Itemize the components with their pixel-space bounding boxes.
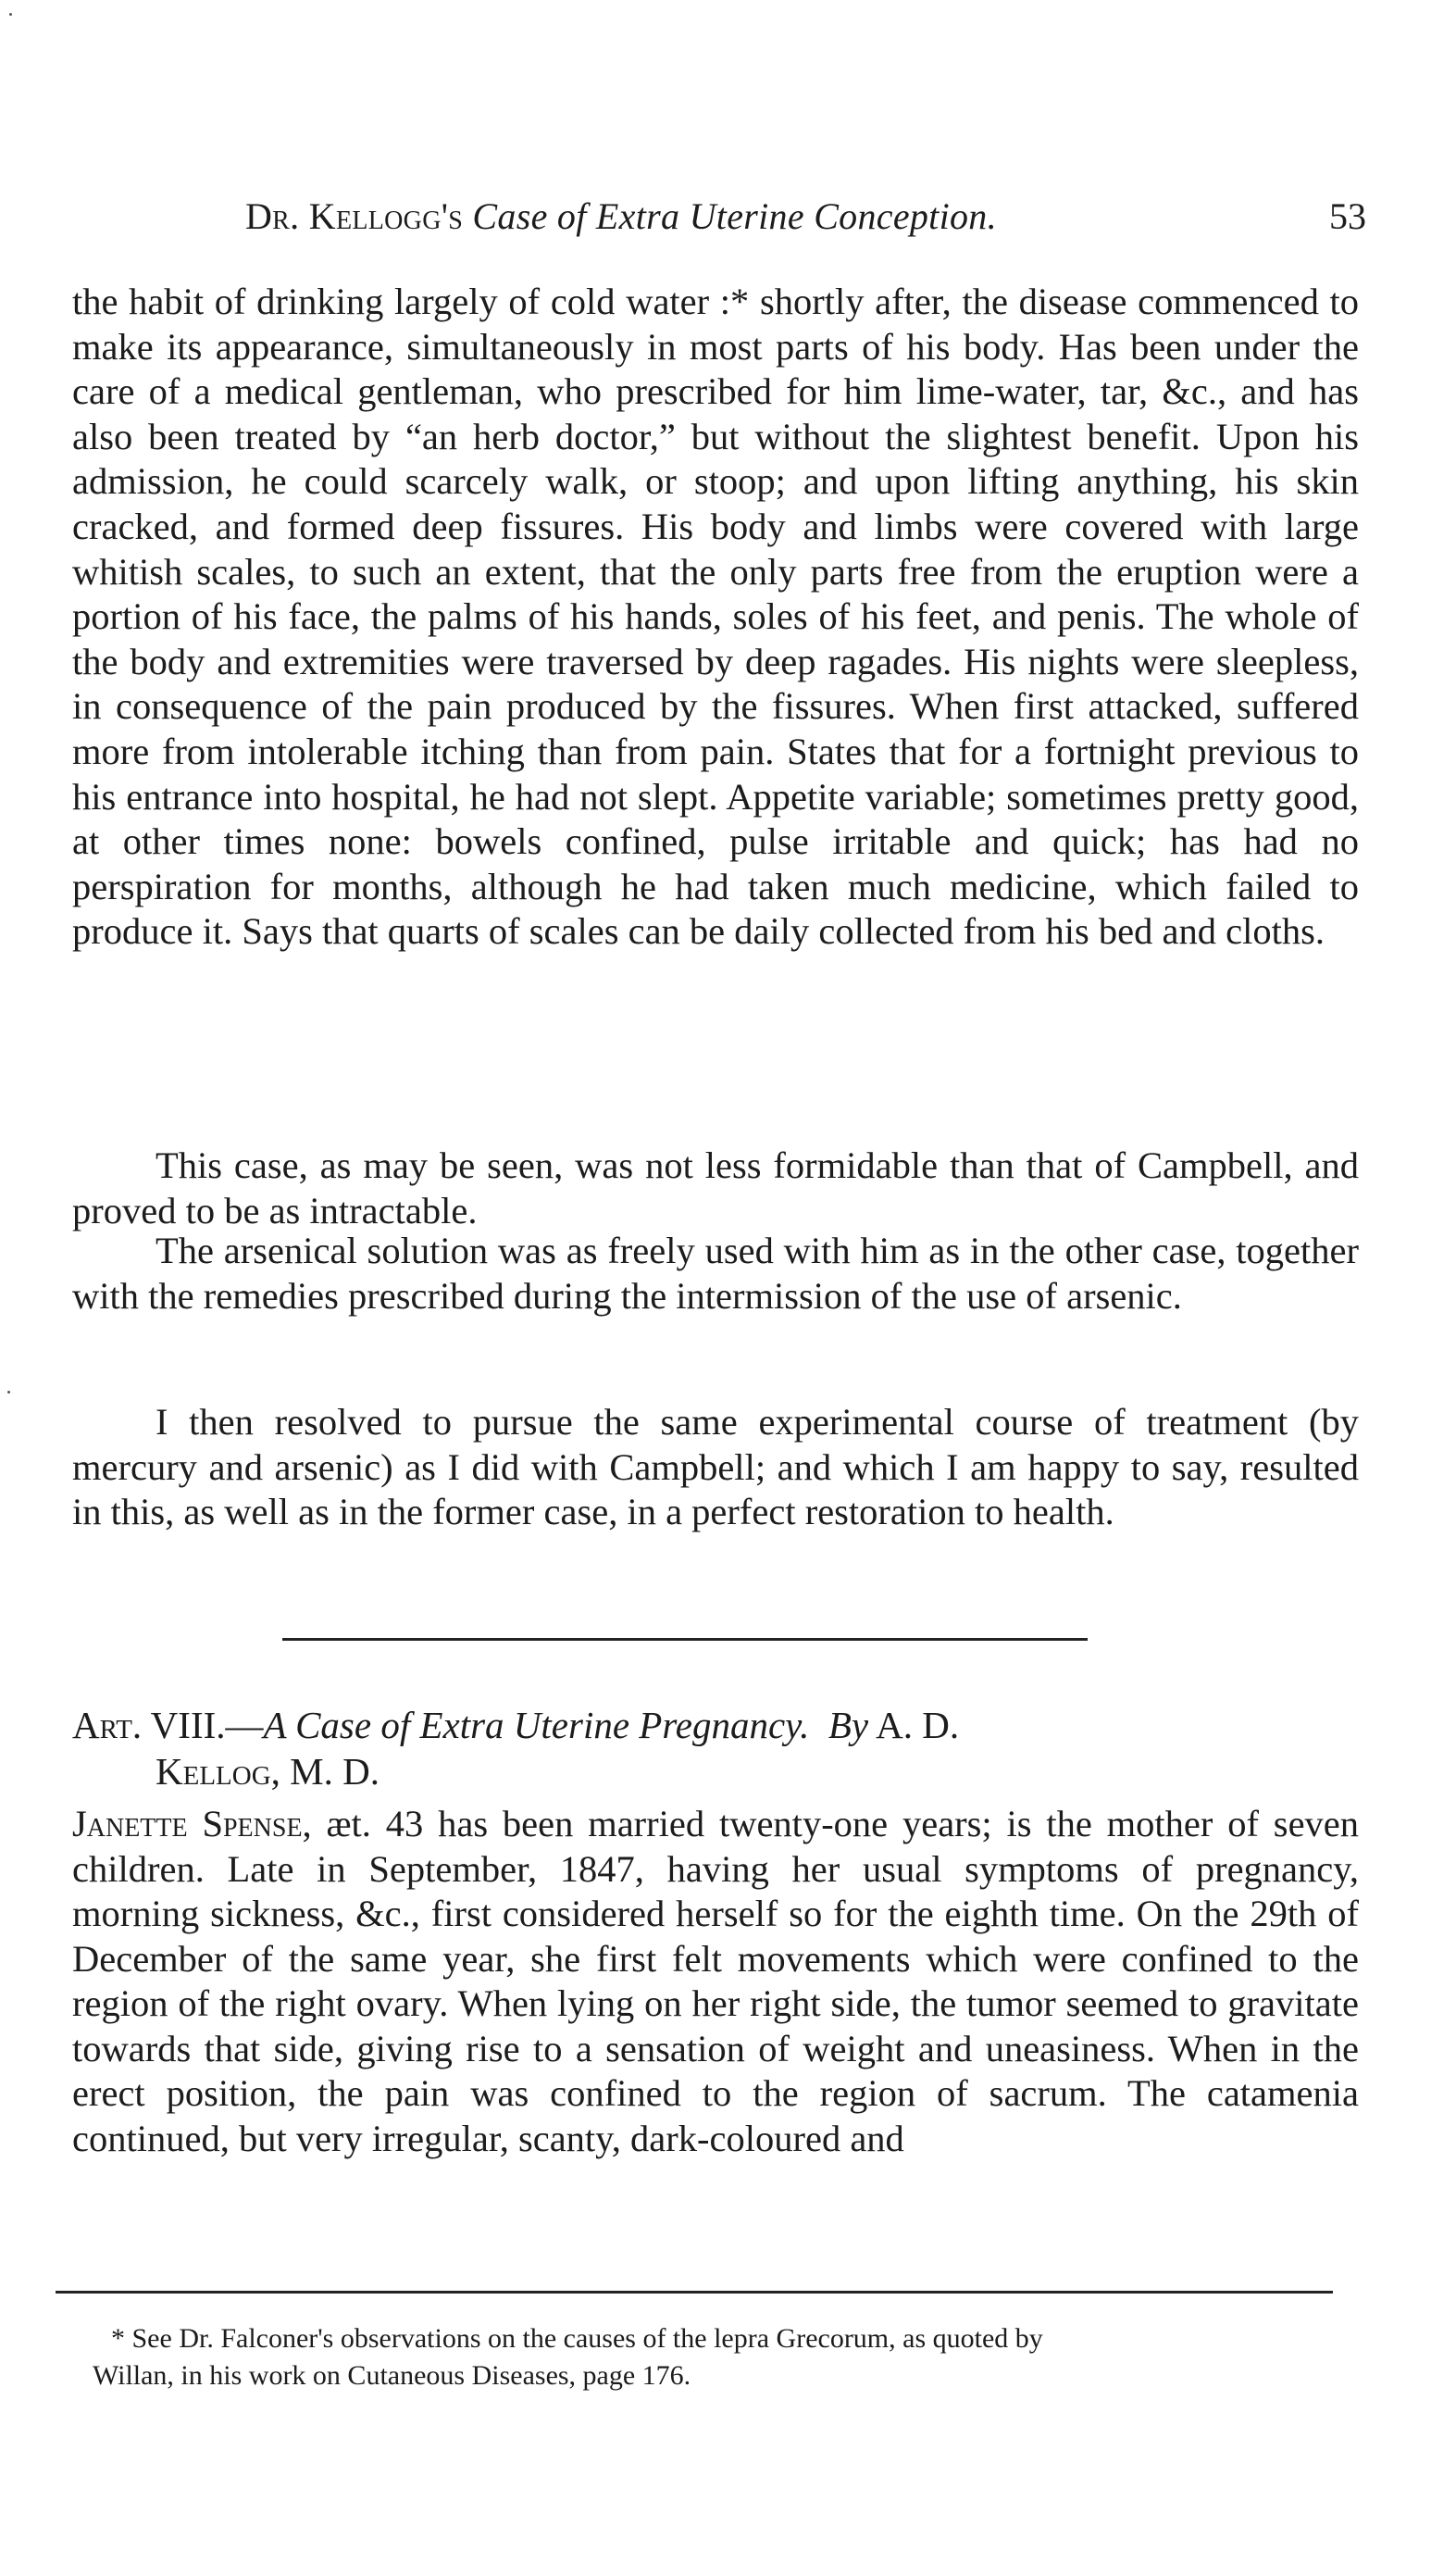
article-author-surname: Kellog, bbox=[156, 1750, 280, 1793]
article-by: By bbox=[828, 1704, 869, 1746]
article-heading-line-2 bbox=[72, 1748, 1359, 1794]
paragraph-text: I then resolved to pursue the same experimental course of treatment (by mercury and arsenic) as I did with Campbell; and which I am happy to say, resulted in this, as well as in the former case, in a perfect restoration to health. bbox=[72, 1401, 1359, 1533]
running-header bbox=[245, 194, 1366, 246]
running-author: Dr. Kellogg's bbox=[245, 195, 464, 237]
paragraph-treatment-result bbox=[72, 1400, 1359, 1535]
article-number: Art. VIII.— bbox=[72, 1704, 264, 1746]
article-body-text: æt. 43 has been married twenty-one years; is the mother of seven children. Late in September, 1847, having her usual symptoms of pregnancy, morning sickness, &c., first considered herself so for the eighth time. On the 29th of December of the same year, she first felt movements which were confined to the region of the right ovary. When lying on her right side, the tumor seemed to gravitate towards that side, giving rise to a sensation of weight and uneasiness. When in the erect position, the pain was confined to the region of sacrum. The catamenia continued, but very irregular, scanty, dark-coloured and bbox=[72, 1803, 1360, 2159]
running-title bbox=[245, 194, 997, 238]
continued-paragraph bbox=[72, 280, 1359, 955]
section-divider bbox=[282, 1638, 1088, 1641]
footnote-rule bbox=[56, 2291, 1333, 2294]
paragraph-text: The arsenical solution was as freely used with him as in the other case, together with the remedies prescribed during the intermission of the use of arsenic. bbox=[72, 1230, 1359, 1317]
scan-speck bbox=[9, 13, 12, 16]
scan-speck bbox=[7, 1391, 10, 1394]
footnote-line-1: * See Dr. Falconer's observations on the causes of the lepra Grecorum, as quoted by bbox=[111, 2323, 1043, 2354]
paragraph-campbell-comparison bbox=[72, 1144, 1359, 1233]
article-heading-line-1 bbox=[72, 1702, 1359, 1748]
article-author-degree: M. D. bbox=[290, 1750, 380, 1793]
patient-name: Janette Spense, bbox=[72, 1803, 312, 1844]
page-number: 53 bbox=[1329, 195, 1366, 237]
paragraph-text: This case, as may be seen, was not less formidable than that of Campbell, and proved to be as intractable. bbox=[72, 1144, 1359, 1231]
footnote-line-2: Willan, in his work on Cutaneous Diseases, page 176. bbox=[93, 2360, 691, 2391]
article-body bbox=[72, 1802, 1359, 2161]
article-heading bbox=[72, 1702, 1359, 1794]
article-title: A Case of Extra Uterine Pregnancy. bbox=[263, 1704, 810, 1746]
footnote bbox=[93, 2320, 1333, 2394]
article-paragraph bbox=[72, 1802, 1359, 2161]
paragraph-text: the habit of drinking largely of cold water :* shortly after, the disease commenced to make its appearance, simultaneously in most parts of his body. Has been under the care of a medical gentleman, who prescribed for him lime-water, tar, &c., and has also been treated by “an herb doctor,” but without the slightest benefit. Upon his admission, he could scarcely walk, or stoop; and upon lifting anything, his skin cracked, and formed deep fissures. His body and limbs were covered with large whitish scales, to such an extent, that the only parts free from the eruption were a portion of his face, the palms of his hands, soles of his feet, and penis. The whole of the body and extremities were traversed by deep ragades. His nights were sleepless, in consequence of the pain produced by the fissures. When first attacked, suffered more from intolerable itching than from pain. States that for a fortnight previous to his entrance into hospital, he had not slept. Appetite variable; sometimes pretty good, at other times none: bowels confined, pulse irritable and quick; has had no perspiration for months, although he had taken much medicine, which failed to produce it. Says that quarts of scales can be daily collected from his bed and cloths. bbox=[72, 281, 1359, 953]
article-author-initials: A. D. bbox=[876, 1704, 960, 1746]
running-title-italic: Case of Extra Uterine Conception. bbox=[472, 195, 997, 237]
paragraph-arsenical-solution bbox=[72, 1229, 1359, 1319]
